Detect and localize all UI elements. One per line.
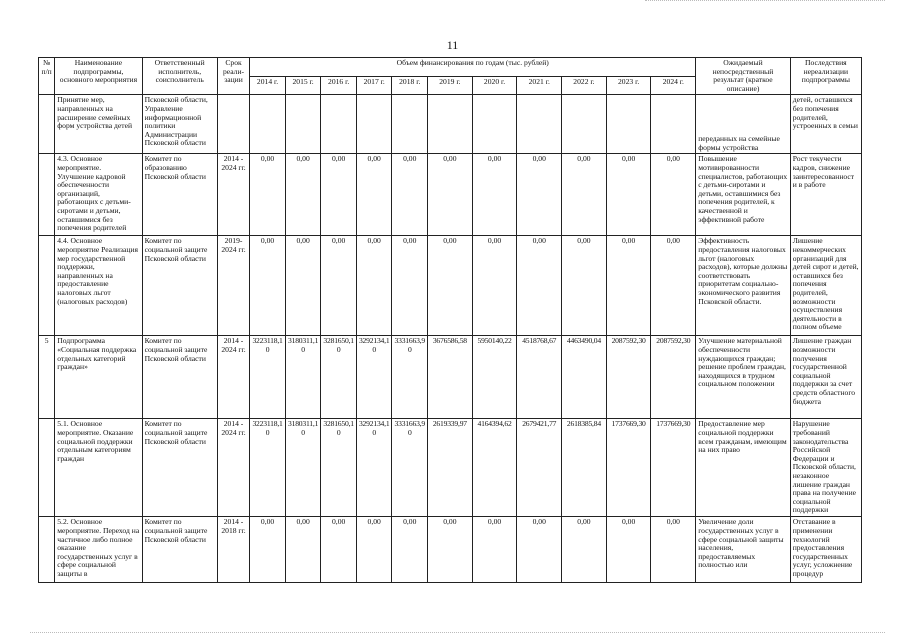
header-row-1 xyxy=(39,58,862,77)
row-value xyxy=(285,95,321,154)
row-num xyxy=(39,517,55,583)
row-term: 2014 - 2024 гг. xyxy=(217,336,250,419)
row-term: 2014 - 2024 гг. xyxy=(217,419,250,517)
row-value: 0,00 xyxy=(392,517,428,583)
row-value: 0,00 xyxy=(517,517,562,583)
header-responsible: Ответственный исполнитель, соисполнитель xyxy=(142,58,217,95)
row-value: 0,00 xyxy=(606,154,651,236)
row-num xyxy=(39,154,55,236)
row-value: 0,00 xyxy=(392,154,428,236)
header-year: 2024 г. xyxy=(651,76,696,95)
row-value: 5950140,22 xyxy=(472,336,517,419)
header-year: 2022 г. xyxy=(562,76,607,95)
row-value: 3223118,1 0 xyxy=(250,336,286,419)
row-value: 0,00 xyxy=(562,236,607,336)
row-value: 0,00 xyxy=(250,154,286,236)
table-row xyxy=(39,95,862,154)
row-value: 0,00 xyxy=(428,154,473,236)
row-value: 4463490,04 xyxy=(562,336,607,419)
row-name: Подпрограмма «Социальная поддержка отдельных категорий граждан» xyxy=(55,336,142,419)
row-name: 4.4. Основное мероприятие Реализация мер государственной поддержки, направленных на предоставление налоговых льгот (налоговых расходов) xyxy=(55,236,142,336)
row-term: 2014 - 2024 гг. xyxy=(217,154,250,236)
table-row xyxy=(39,154,862,236)
header-result: Ожидаемый непосредственный результат (краткое описание) xyxy=(696,58,790,95)
row-value xyxy=(250,95,286,154)
row-num xyxy=(39,236,55,336)
row-value: 0,00 xyxy=(250,517,286,583)
header-year: 2017 г. xyxy=(356,76,392,95)
row-responsible: Комитет по социальной защите Псковской области xyxy=(142,336,217,419)
row-num: 5 xyxy=(39,336,55,419)
row-value xyxy=(428,95,473,154)
row-value: 2087592,30 xyxy=(606,336,651,419)
row-value: 4518768,67 xyxy=(517,336,562,419)
row-consequences: Лишение граждан возможности получения государственной социальной поддержки за счет средств областного бюджета xyxy=(790,336,861,419)
row-value: 0,00 xyxy=(651,236,696,336)
table-row xyxy=(39,517,862,583)
row-result: переданных на семейные формы устройства xyxy=(696,95,790,154)
row-value: 2619339,97 xyxy=(428,419,473,517)
table-row xyxy=(39,236,862,336)
row-value: 2087592,30 xyxy=(651,336,696,419)
row-value xyxy=(356,95,392,154)
row-value: 0,00 xyxy=(517,236,562,336)
funding-table xyxy=(38,57,862,583)
header-year: 2018 г. xyxy=(392,76,428,95)
row-result: Увеличение доли государственных услуг в сфере социальной защиты населения, предоставляемых полностью или xyxy=(696,517,790,583)
row-num xyxy=(39,419,55,517)
row-result: Предоставление мер социальной поддержки всем гражданам, имеющим на них право xyxy=(696,419,790,517)
row-term: 2014 - 2018 гг. xyxy=(217,517,250,583)
scan-artifact-bottom xyxy=(30,632,885,635)
row-consequences: Лишение некоммерческих организаций для детей сирот и детей, оставшихся без попечения родителей, возможности осуществления деятельности в полном объеме xyxy=(790,236,861,336)
header-year: 2014 г. xyxy=(250,76,286,95)
row-value: 0,00 xyxy=(321,236,357,336)
row-value: 0,00 xyxy=(250,236,286,336)
header-year: 2019 г. xyxy=(428,76,473,95)
row-responsible: Комитет по социальной защите Псковской области xyxy=(142,517,217,583)
row-value: 0,00 xyxy=(285,154,321,236)
row-value xyxy=(392,95,428,154)
scan-artifact-top xyxy=(645,0,885,5)
page-number: 11 xyxy=(446,38,459,52)
row-responsible: Псковской области, Управление информационной политики Администрации Псковской области xyxy=(142,95,217,154)
row-term: 2019-2024 гг. xyxy=(217,236,250,336)
header-consequences: Последствия нереализации подпрограммы xyxy=(790,58,861,95)
row-value: 0,00 xyxy=(606,236,651,336)
row-value: 0,00 xyxy=(517,154,562,236)
row-name: Принятие мер, направленных на расширение семейных форм устройства детей xyxy=(55,95,142,154)
row-value xyxy=(606,95,651,154)
row-value xyxy=(562,95,607,154)
row-value: 0,00 xyxy=(651,154,696,236)
row-term xyxy=(217,95,250,154)
row-value: 3281650,1 0 xyxy=(321,336,357,419)
header-num: № п/п xyxy=(39,58,55,95)
row-value: 0,00 xyxy=(651,517,696,583)
row-value: 0,00 xyxy=(472,517,517,583)
row-value: 3331663,9 0 xyxy=(392,336,428,419)
row-value: 0,00 xyxy=(356,154,392,236)
header-year: 2020 г. xyxy=(472,76,517,95)
header-name: Наименование подпрограммы, основного мероприятия xyxy=(55,58,142,95)
row-value: 0,00 xyxy=(285,236,321,336)
header-year: 2015 г. xyxy=(285,76,321,95)
row-num xyxy=(39,95,55,154)
header-term: Срок реали-зации xyxy=(217,58,250,95)
row-value: 3676586,58 xyxy=(428,336,473,419)
row-value: 2679421,77 xyxy=(517,419,562,517)
row-name: 5.2. Основное мероприятие. Переход на частичное либо полное оказание государственных услуг в сфере социальной защиты в xyxy=(55,517,142,583)
header-funding: Объем финансирования по годам (тыс. рублей) xyxy=(250,58,696,77)
row-value: 4164394,62 xyxy=(472,419,517,517)
row-responsible: Комитет по социальной защите Псковской области xyxy=(142,236,217,336)
table-row xyxy=(39,419,862,517)
row-value: 3180311,1 0 xyxy=(285,336,321,419)
row-value: 0,00 xyxy=(356,236,392,336)
row-value xyxy=(517,95,562,154)
row-value: 3292134,1 0 xyxy=(356,336,392,419)
row-value: 0,00 xyxy=(428,236,473,336)
row-value: 0,00 xyxy=(356,517,392,583)
row-value xyxy=(472,95,517,154)
row-value: 1737669,30 xyxy=(606,419,651,517)
row-value: 0,00 xyxy=(472,236,517,336)
row-result: Эффективность предоставления налоговых льгот (налоговых расходов), которые должны соответствовать приоритетам социально-экономического развития Псковской области. xyxy=(696,236,790,336)
row-value: 3180311,1 0 xyxy=(285,419,321,517)
row-result: Улучшение материальной обеспеченности нуждающихся граждан; решение проблем граждан, находящихся в трудном социальном положении xyxy=(696,336,790,419)
row-value: 0,00 xyxy=(321,517,357,583)
table-row xyxy=(39,336,862,419)
row-value: 0,00 xyxy=(321,154,357,236)
row-value: 3331663,9 0 xyxy=(392,419,428,517)
row-value: 0,00 xyxy=(562,517,607,583)
row-consequences: Отставание в применении технологий предоставления государственных услуг, усложнение процедур xyxy=(790,517,861,583)
row-value: 0,00 xyxy=(285,517,321,583)
row-value: 0,00 xyxy=(606,517,651,583)
row-value: 3223118,1 0 xyxy=(250,419,286,517)
row-responsible: Комитет по социальной защите Псковской области xyxy=(142,419,217,517)
row-name: 4.3. Основное мероприятие. Улучшение кадровой обеспеченности организаций, работающих с детьми-сиротами и детьми, оставшимися без попечения родителей xyxy=(55,154,142,236)
row-value: 1737669,30 xyxy=(651,419,696,517)
row-name: 5.1. Основное мероприятие. Оказание социальной поддержки отдельным категориям граждан xyxy=(55,419,142,517)
row-consequences: детей, оставшихся без попечения родителей, устроенных в семьи xyxy=(790,95,861,154)
row-value: 0,00 xyxy=(472,154,517,236)
row-value xyxy=(651,95,696,154)
row-responsible: Комитет по образованию Псковской области xyxy=(142,154,217,236)
row-value: 0,00 xyxy=(392,236,428,336)
row-consequences: Рост текучести кадров, снижение заинтересованност и в работе xyxy=(790,154,861,236)
row-value: 2618385,84 xyxy=(562,419,607,517)
row-value xyxy=(321,95,357,154)
header-year: 2023 г. xyxy=(606,76,651,95)
row-result: Повышение мотивированности специалистов, работающих с детьми-сиротами и детьми, оставшимися без попечения родителей, к качественной и эффективной работе xyxy=(696,154,790,236)
header-year: 2021 г. xyxy=(517,76,562,95)
row-consequences: Нарушение требований законодательства Российской Федерации и Псковской области, незаконное лишение граждан права на получение социальной поддержки xyxy=(790,419,861,517)
row-value: 0,00 xyxy=(428,517,473,583)
row-value: 3292134,1 0 xyxy=(356,419,392,517)
row-value: 3281650,1 0 xyxy=(321,419,357,517)
row-value: 0,00 xyxy=(562,154,607,236)
header-year: 2016 г. xyxy=(321,76,357,95)
